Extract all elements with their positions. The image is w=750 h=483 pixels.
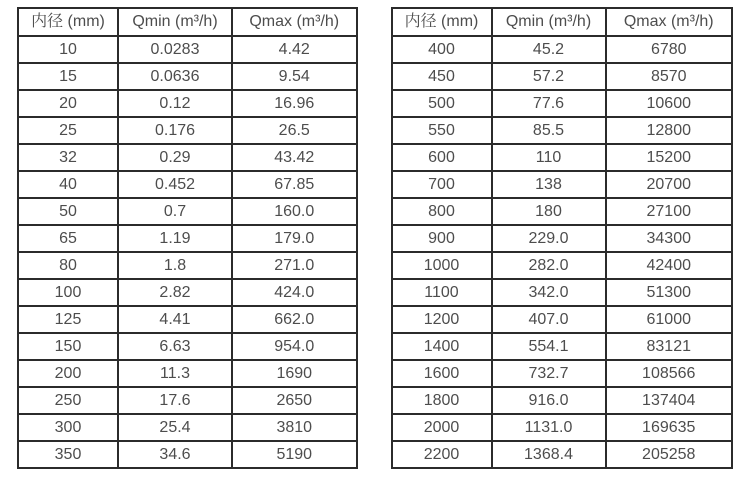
table-row	[18, 171, 357, 198]
table-row	[392, 144, 733, 171]
table-row	[18, 198, 357, 225]
header-row	[392, 8, 733, 36]
table-cell: 34.6	[118, 441, 232, 468]
table-body-right	[392, 36, 733, 468]
table-cell: 26.5	[232, 117, 357, 144]
table-row	[392, 252, 733, 279]
table-cell: 1400	[392, 333, 492, 360]
table-cell: 0.452	[118, 171, 232, 198]
table-row	[18, 333, 357, 360]
table-cell: 2.82	[118, 279, 232, 306]
table-cell: 350	[18, 441, 118, 468]
table-cell: 0.0636	[118, 63, 232, 90]
table-cell: 0.29	[118, 144, 232, 171]
table-cell: 1200	[392, 306, 492, 333]
table-row	[392, 171, 733, 198]
table-cell: 5190	[232, 441, 357, 468]
table-row	[392, 198, 733, 225]
table-row	[18, 414, 357, 441]
table-row	[392, 63, 733, 90]
table-row	[392, 414, 733, 441]
table-row	[18, 306, 357, 333]
table-cell: 600	[392, 144, 492, 171]
table-cell: 17.6	[118, 387, 232, 414]
table-cell: 732.7	[492, 360, 606, 387]
table-cell: 65	[18, 225, 118, 252]
col-header-qmin: Qmin (m³/h)	[118, 8, 232, 36]
table-cell: 450	[392, 63, 492, 90]
table-cell: 83121	[606, 333, 733, 360]
table-cell: 11.3	[118, 360, 232, 387]
table-cell: 954.0	[232, 333, 357, 360]
table-cell: 3810	[232, 414, 357, 441]
table-cell: 250	[18, 387, 118, 414]
flow-table-left	[17, 7, 358, 469]
table-row	[392, 441, 733, 468]
header-row	[18, 8, 357, 36]
table-cell: 40	[18, 171, 118, 198]
table-cell: 179.0	[232, 225, 357, 252]
table-row	[18, 36, 357, 63]
table-cell: 51300	[606, 279, 733, 306]
table-cell: 662.0	[232, 306, 357, 333]
table-cell: 300	[18, 414, 118, 441]
table-row	[18, 387, 357, 414]
table-row	[392, 333, 733, 360]
table-cell: 15200	[606, 144, 733, 171]
table-row	[18, 225, 357, 252]
table-cell: 4.42	[232, 36, 357, 63]
table-cell: 125	[18, 306, 118, 333]
table-cell: 137404	[606, 387, 733, 414]
table-cell: 77.6	[492, 90, 606, 117]
table-cell: 205258	[606, 441, 733, 468]
table-body-left	[18, 36, 357, 468]
table-cell: 20700	[606, 171, 733, 198]
table-cell: 10600	[606, 90, 733, 117]
table-cell: 407.0	[492, 306, 606, 333]
table-row	[18, 144, 357, 171]
table-row	[18, 441, 357, 468]
table-cell: 1.19	[118, 225, 232, 252]
table-cell: 916.0	[492, 387, 606, 414]
table-row	[18, 279, 357, 306]
table-cell: 80	[18, 252, 118, 279]
table-row	[392, 360, 733, 387]
table-cell: 800	[392, 198, 492, 225]
col-header-qmin: Qmin (m³/h)	[492, 8, 606, 36]
table-cell: 424.0	[232, 279, 357, 306]
table-cell: 342.0	[492, 279, 606, 306]
table-cell: 15	[18, 63, 118, 90]
table-cell: 400	[392, 36, 492, 63]
table-cell: 110	[492, 144, 606, 171]
table-cell: 169635	[606, 414, 733, 441]
table-cell: 16.96	[232, 90, 357, 117]
col-header-qmax: Qmax (m³/h)	[606, 8, 733, 36]
table-cell: 550	[392, 117, 492, 144]
table-cell: 200	[18, 360, 118, 387]
table-cell: 2200	[392, 441, 492, 468]
table-cell: 2000	[392, 414, 492, 441]
table-cell: 0.0283	[118, 36, 232, 63]
table-cell: 42400	[606, 252, 733, 279]
table-cell: 554.1	[492, 333, 606, 360]
table-cell: 6780	[606, 36, 733, 63]
table-cell: 1131.0	[492, 414, 606, 441]
table-cell: 0.176	[118, 117, 232, 144]
table-row	[392, 387, 733, 414]
table-cell: 138	[492, 171, 606, 198]
table-cell: 1368.4	[492, 441, 606, 468]
table-cell: 85.5	[492, 117, 606, 144]
table-cell: 1100	[392, 279, 492, 306]
table-cell: 67.85	[232, 171, 357, 198]
table-cell: 20	[18, 90, 118, 117]
table-cell: 57.2	[492, 63, 606, 90]
table-row	[18, 252, 357, 279]
table-cell: 0.7	[118, 198, 232, 225]
table-row	[18, 90, 357, 117]
table-cell: 1800	[392, 387, 492, 414]
table-cell: 8570	[606, 63, 733, 90]
table-row	[18, 360, 357, 387]
table-cell: 27100	[606, 198, 733, 225]
table-cell: 1690	[232, 360, 357, 387]
table-row	[18, 63, 357, 90]
table-cell: 180	[492, 198, 606, 225]
table-cell: 1.8	[118, 252, 232, 279]
table-cell: 108566	[606, 360, 733, 387]
table-cell: 45.2	[492, 36, 606, 63]
table-cell: 32	[18, 144, 118, 171]
table-cell: 34300	[606, 225, 733, 252]
table-cell: 700	[392, 171, 492, 198]
table-row	[392, 279, 733, 306]
table-cell: 229.0	[492, 225, 606, 252]
table-cell: 500	[392, 90, 492, 117]
table-cell: 1600	[392, 360, 492, 387]
table-cell: 50	[18, 198, 118, 225]
table-row	[392, 117, 733, 144]
table-cell: 10	[18, 36, 118, 63]
table-cell: 1000	[392, 252, 492, 279]
flow-table-right	[391, 7, 734, 469]
col-header-qmax: Qmax (m³/h)	[232, 8, 357, 36]
table-cell: 25.4	[118, 414, 232, 441]
table-row	[392, 36, 733, 63]
table-row	[18, 117, 357, 144]
table-cell: 6.63	[118, 333, 232, 360]
col-header-inner-diameter: 内径 (mm)	[392, 8, 492, 36]
table-cell: 150	[18, 333, 118, 360]
table-cell: 282.0	[492, 252, 606, 279]
table-row	[392, 90, 733, 117]
table-cell: 100	[18, 279, 118, 306]
table-cell: 4.41	[118, 306, 232, 333]
table-row	[392, 225, 733, 252]
table-cell: 271.0	[232, 252, 357, 279]
table-cell: 2650	[232, 387, 357, 414]
table-cell: 43.42	[232, 144, 357, 171]
table-cell: 25	[18, 117, 118, 144]
table-cell: 0.12	[118, 90, 232, 117]
table-cell: 160.0	[232, 198, 357, 225]
col-header-inner-diameter: 内径 (mm)	[18, 8, 118, 36]
table-cell: 12800	[606, 117, 733, 144]
table-row	[392, 306, 733, 333]
table-cell: 900	[392, 225, 492, 252]
table-cell: 9.54	[232, 63, 357, 90]
table-cell: 61000	[606, 306, 733, 333]
